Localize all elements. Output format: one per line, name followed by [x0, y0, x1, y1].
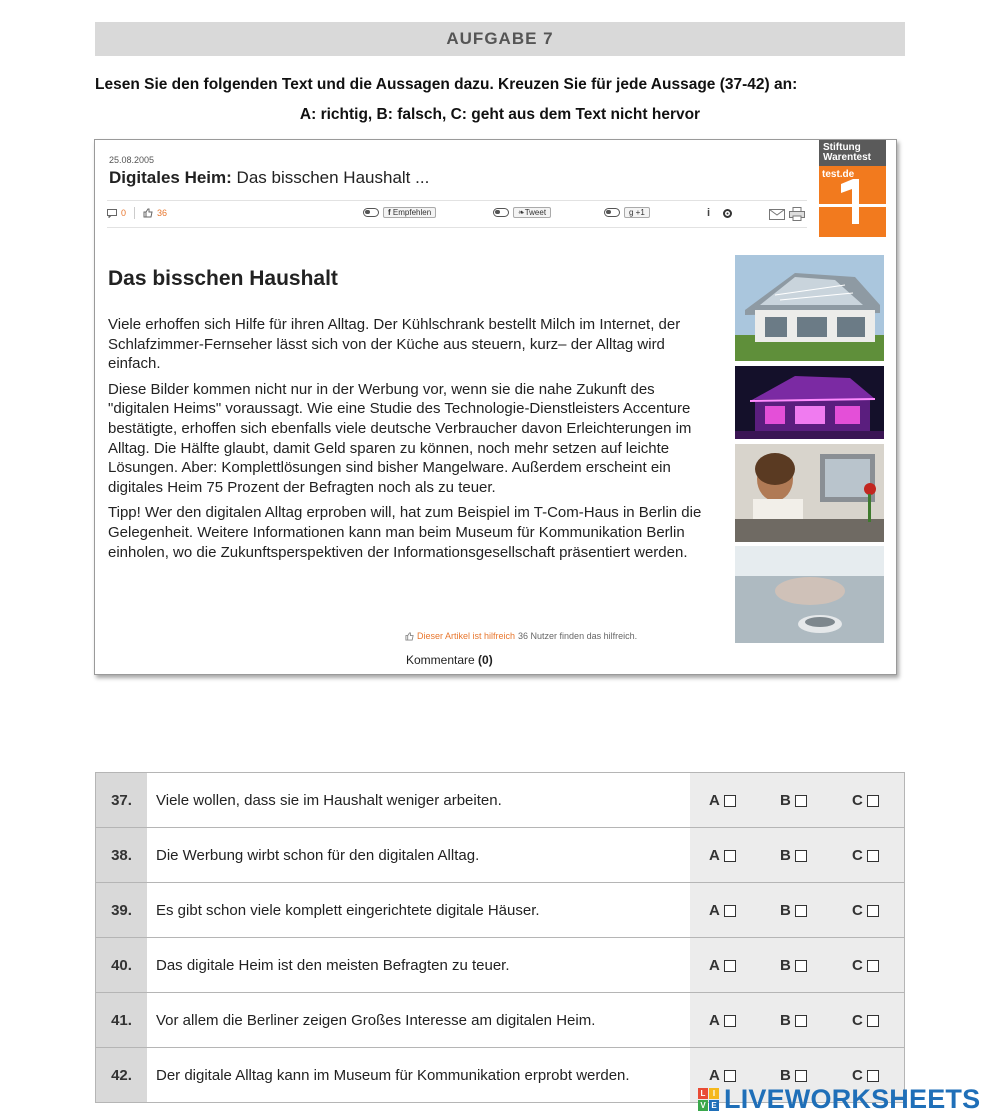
article-paragraph-2: Diese Bilder kommen nicht nur in der Werbung vor, wenn sie die nahe Zukunft des "digitalen Heims" voraussagt. Wie eine Studie des Technologie-Dienstleisters Accenture bestätigte, erhoffen sich ebenfalls viele deutsche Verbraucher davon Erleichterungen im Alltag. Die Hälfte glaubt, damit Geld sparen zu können, noch mehr setzen auf leichte Lösungen. Aber: Komplettlösungen sind bisher Mangelware. Außerdem erscheint ein digitales Heim 75 Prozent der Befragten noch als zu teuer.: [108, 380, 692, 496]
option-a-checkbox[interactable]: [724, 795, 736, 807]
option-a[interactable]: [709, 902, 736, 919]
option-a-checkbox[interactable]: [724, 960, 736, 972]
toggle-icon[interactable]: [493, 208, 509, 217]
logo-text: [819, 140, 886, 166]
question-text: Der digitale Alltag kann im Museum für Kommunikation erprobt werden.: [147, 1048, 690, 1102]
instruction-line-1: Lesen Sie den folgenden Text und die Aussagen dazu. Kreuzen Sie für jede Aussage (37-42) an:: [95, 76, 798, 93]
option-a-label: A: [709, 1012, 720, 1029]
plusone-label: +1: [635, 208, 645, 217]
option-c-label: C: [852, 847, 863, 864]
twitter-share[interactable]: [493, 207, 551, 218]
answer-options: [690, 883, 904, 937]
article-title: Das bisschen Haushalt: [108, 267, 338, 290]
table-row: [96, 773, 904, 828]
thumbs-up-icon: [405, 632, 414, 641]
toggle-icon[interactable]: [604, 208, 620, 217]
option-a-label: A: [709, 957, 720, 974]
option-b[interactable]: [780, 847, 807, 864]
option-a[interactable]: [709, 957, 736, 974]
article-body: [108, 315, 720, 568]
comment-count[interactable]: [107, 207, 167, 219]
option-a-label: A: [709, 847, 720, 864]
table-row: [96, 883, 904, 938]
option-c-checkbox[interactable]: [867, 905, 879, 917]
option-c-checkbox[interactable]: [867, 1015, 879, 1027]
woman-kitchen-photo: [735, 444, 884, 542]
tweet-label: Tweet: [524, 208, 547, 217]
logo-line-1: Stiftung: [823, 142, 861, 153]
option-c[interactable]: [852, 847, 879, 864]
robot-vacuum-photo: [735, 546, 884, 643]
option-a[interactable]: [709, 847, 736, 864]
option-a-label: A: [709, 902, 720, 919]
answer-options: [690, 993, 904, 1047]
question-number: 40.: [96, 938, 147, 992]
option-c-label: C: [852, 1012, 863, 1029]
option-a-label: A: [709, 792, 720, 809]
toolbar-separator: [134, 207, 135, 219]
print-icon[interactable]: [789, 207, 805, 221]
option-a[interactable]: [709, 1012, 736, 1029]
option-b-label: B: [780, 957, 791, 974]
question-text: Viele wollen, dass sie im Haushalt weniger arbeiten.: [147, 773, 690, 827]
headline-rest: Das bisschen Haushalt ...: [231, 168, 430, 187]
liveworksheets-logo-icon: L I V E: [698, 1088, 720, 1112]
watermark-text: LIVEWORKSHEETS: [724, 1084, 981, 1114]
answer-options: [690, 773, 904, 827]
comments-count: (0): [478, 653, 493, 667]
article-paragraph-1: Viele erhoffen sich Hilfe für ihren Alltag. Der Kühlschrank bestellt Milch im Internet, der Schlafzimmer-Fernseher lässt sich von der Küche aus steuern, kurz– der Alltag wird einfach.: [108, 316, 681, 373]
option-b-checkbox[interactable]: [795, 795, 807, 807]
option-a[interactable]: [709, 792, 736, 809]
table-row: [96, 828, 904, 883]
option-b-checkbox[interactable]: [795, 1070, 807, 1082]
comment-count-value: 0: [121, 208, 127, 218]
question-text: Die Werbung wirbt schon für den digitalen Alltag.: [147, 828, 690, 882]
option-a-checkbox[interactable]: [724, 905, 736, 917]
option-b[interactable]: [780, 1012, 807, 1029]
option-c[interactable]: [852, 792, 879, 809]
like-count-value: 36: [157, 208, 168, 218]
option-a-checkbox[interactable]: [724, 850, 736, 862]
option-b-checkbox[interactable]: [795, 960, 807, 972]
empfehlen-label: Empfehlen: [392, 208, 432, 217]
option-c-label: C: [852, 902, 863, 919]
mail-icon[interactable]: [769, 209, 785, 220]
option-c-label: C: [852, 957, 863, 974]
option-c-checkbox[interactable]: [867, 795, 879, 807]
info-settings: [707, 207, 733, 219]
illuminated-house-photo: [735, 366, 884, 439]
question-text: Es gibt schon viele komplett eingerichtete digitale Häuser.: [147, 883, 690, 937]
question-table: [95, 772, 905, 1103]
option-b-checkbox[interactable]: [795, 1015, 807, 1027]
table-row: [96, 993, 904, 1048]
option-b[interactable]: [780, 792, 807, 809]
option-c[interactable]: [852, 957, 879, 974]
plusone-button[interactable]: g +1: [624, 207, 650, 218]
thumbs-up-icon: [143, 208, 153, 218]
task-header: [95, 22, 905, 56]
logo-one-icon: [819, 166, 886, 237]
gear-icon[interactable]: [722, 208, 733, 219]
mail-print: [769, 207, 805, 221]
stiftung-warentest-logo: [819, 140, 886, 237]
article-date: 25.08.2005: [109, 155, 155, 165]
option-c-label: C: [852, 792, 863, 809]
question-number: 42.: [96, 1048, 147, 1102]
house-photo: [735, 255, 884, 361]
option-a-checkbox[interactable]: [724, 1015, 736, 1027]
option-c[interactable]: [852, 1012, 879, 1029]
empfehlen-button[interactable]: f Empfehlen: [383, 207, 436, 218]
article-panel: [94, 139, 897, 675]
tweet-button[interactable]: [513, 207, 551, 218]
toggle-icon[interactable]: [363, 208, 379, 217]
option-b-checkbox[interactable]: [795, 850, 807, 862]
option-b[interactable]: [780, 957, 807, 974]
option-a[interactable]: [709, 1067, 736, 1084]
option-b[interactable]: [780, 1067, 807, 1084]
comment-icon: [107, 209, 117, 218]
question-number: 39.: [96, 883, 147, 937]
logo-site: test.de: [822, 169, 855, 180]
question-number: 38.: [96, 828, 147, 882]
option-c-checkbox[interactable]: [867, 850, 879, 862]
option-c-checkbox[interactable]: [867, 960, 879, 972]
option-b[interactable]: [780, 902, 807, 919]
question-text: Das digitale Heim ist den meisten Befragten zu teuer.: [147, 938, 690, 992]
helpful-row: [405, 631, 637, 641]
logo-line-2: Warentest: [823, 152, 871, 163]
option-c-label: C: [852, 1067, 863, 1084]
logo-orange-box: [819, 166, 886, 237]
article-toolbar: [107, 200, 807, 228]
question-number: 41.: [96, 993, 147, 1047]
instruction-line-2: A: richtig, B: falsch, C: geht aus dem Text nicht hervor: [299, 106, 701, 123]
helpful-count: 36 Nutzer finden das hilfreich.: [518, 631, 638, 641]
question-text: Vor allem die Berliner zeigen Großes Interesse am digitalen Heim.: [147, 993, 690, 1047]
option-b-label: B: [780, 1012, 791, 1029]
answer-options: [690, 828, 904, 882]
option-b-label: B: [780, 902, 791, 919]
bird-icon: ❧: [518, 208, 525, 217]
comments-text: Kommentare: [406, 653, 475, 667]
option-b-label: B: [780, 792, 791, 809]
question-number: 37.: [96, 773, 147, 827]
helpful-link[interactable]: Dieser Artikel ist hilfreich: [417, 631, 516, 641]
answer-options: [690, 938, 904, 992]
facebook-share[interactable]: [363, 207, 436, 218]
option-b-checkbox[interactable]: [795, 905, 807, 917]
option-c[interactable]: [852, 902, 879, 919]
option-a-label: A: [709, 1067, 720, 1084]
option-b-label: B: [780, 847, 791, 864]
table-row: [96, 938, 904, 993]
task-title: AUFGABE 7: [446, 29, 554, 48]
headline-bold: Digitales Heim:: [109, 168, 232, 187]
option-c[interactable]: [852, 1067, 879, 1084]
liveworksheets-watermark: [698, 1084, 980, 1115]
comments-label[interactable]: [406, 653, 493, 667]
option-b-label: B: [780, 1067, 791, 1084]
option-a-checkbox[interactable]: [724, 1070, 736, 1082]
article-paragraph-3: Tipp! Wer den digitalen Alltag erproben will, hat zum Beispiel im T-Com-Haus in Berlin die Gelegenheit. Weitere Informationen kann man beim Museum für Kommunikation Berlin einholen, wo die Zukunftsperspektiven der Informationsgesellschaft präsentiert werden.: [108, 504, 702, 561]
article-headline: [109, 168, 429, 188]
option-c-checkbox[interactable]: [867, 1070, 879, 1082]
google-share[interactable]: [604, 207, 650, 218]
info-icon[interactable]: i: [707, 207, 711, 219]
